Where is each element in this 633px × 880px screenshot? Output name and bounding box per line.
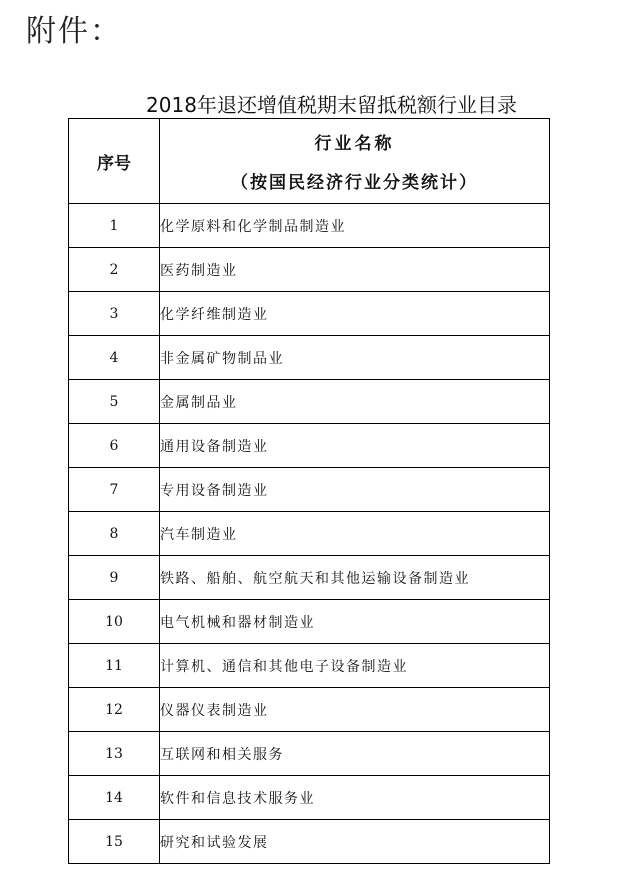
row-number: 5 — [69, 380, 160, 424]
row-industry-name: 非金属矿物制品业 — [160, 336, 550, 380]
row-industry-name: 铁路、船舶、航空航天和其他运输设备制造业 — [160, 556, 550, 600]
attachment-label: 附件： — [26, 14, 122, 49]
row-industry-name: 计算机、通信和其他电子设备制造业 — [160, 644, 550, 688]
table-row — [69, 248, 550, 292]
row-industry-name: 金属制品业 — [160, 380, 550, 424]
row-number: 15 — [69, 820, 160, 864]
table-row — [69, 820, 550, 864]
row-industry-name: 互联网和相关服务 — [160, 732, 550, 776]
row-number: 10 — [69, 600, 160, 644]
row-industry-name: 软件和信息技术服务业 — [160, 776, 550, 820]
row-industry-name: 医药制造业 — [160, 248, 550, 292]
row-industry-name: 汽车制造业 — [160, 512, 550, 556]
table-row — [69, 556, 550, 600]
table-row — [69, 204, 550, 248]
header-name-line1: 行业名称 — [314, 134, 395, 154]
table-header-row — [69, 119, 550, 204]
row-industry-name: 专用设备制造业 — [160, 468, 550, 512]
table-body — [69, 204, 550, 864]
row-number: 4 — [69, 336, 160, 380]
table-row — [69, 688, 550, 732]
row-industry-name: 仪器仪表制造业 — [160, 688, 550, 732]
row-number: 14 — [69, 776, 160, 820]
header-name-line2: （按国民经济行业分类统计） — [231, 173, 478, 193]
table-row — [69, 600, 550, 644]
table-row — [69, 644, 550, 688]
table-row — [69, 732, 550, 776]
row-industry-name: 研究和试验发展 — [160, 820, 550, 864]
header-number: 序号 — [69, 119, 160, 204]
table-row — [69, 424, 550, 468]
table-row — [69, 292, 550, 336]
row-number: 1 — [69, 204, 160, 248]
row-industry-name: 通用设备制造业 — [160, 424, 550, 468]
row-industry-name: 电气机械和器材制造业 — [160, 600, 550, 644]
header-industry-name — [160, 119, 550, 204]
row-industry-name: 化学原料和化学制品制造业 — [160, 204, 550, 248]
row-number: 7 — [69, 468, 160, 512]
row-number: 2 — [69, 248, 160, 292]
document-title: 2018年退还增值税期末留抵税额行业目录 — [146, 93, 517, 117]
row-number: 12 — [69, 688, 160, 732]
table-row — [69, 512, 550, 556]
row-number: 8 — [69, 512, 160, 556]
row-number: 9 — [69, 556, 160, 600]
industry-table — [68, 118, 550, 864]
row-number: 11 — [69, 644, 160, 688]
table-row — [69, 468, 550, 512]
row-number: 13 — [69, 732, 160, 776]
row-number: 3 — [69, 292, 160, 336]
table-row — [69, 380, 550, 424]
row-industry-name: 化学纤维制造业 — [160, 292, 550, 336]
table-row — [69, 336, 550, 380]
row-number: 6 — [69, 424, 160, 468]
table-row — [69, 776, 550, 820]
